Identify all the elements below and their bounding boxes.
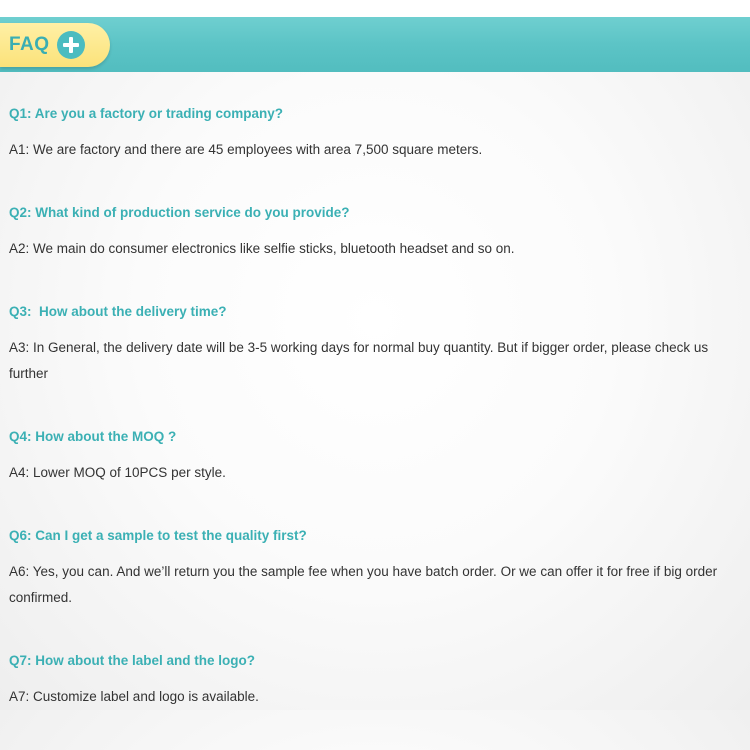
faq-item-q7: [9, 651, 741, 710]
faq-question: Q2: What kind of production service do you provide?: [9, 205, 350, 220]
faq-question: Q6: Can I get a sample to test the quality first?: [9, 528, 307, 543]
faq-item-q1: [9, 104, 741, 163]
faq-answer: A2: We main do consumer electronics like selfie sticks, bluetooth headset and so on.: [9, 241, 515, 256]
faq-answer: A3: In General, the delivery date will be 3-5 working days for normal buy quantity. But if bigger order, please check us further: [9, 340, 709, 381]
faq-answer: A4: Lower MOQ of 10PCS per style.: [9, 465, 226, 480]
faq-item-q6: [9, 526, 741, 611]
faq-title: FAQ: [9, 34, 50, 55]
faq-question: Q7: How about the label and the logo?: [9, 653, 255, 668]
faq-question: Q4: How about the MOQ ?: [9, 429, 177, 444]
faq-item-q4: [9, 427, 741, 486]
top-strip: [0, 0, 750, 17]
faq-item-q2: [9, 203, 741, 262]
faq-question: Q3: How about the delivery time?: [9, 304, 227, 319]
faq-banner: [0, 17, 750, 72]
faq-list: [9, 104, 741, 750]
faq-question: Q1: Are you a factory or trading company?: [9, 106, 284, 121]
faq-answer: A1: We are factory and there are 45 employees with area 7,500 square meters.: [9, 142, 483, 157]
faq-answer: A6: Yes, you can. And we’ll return you the sample fee when you have batch order. Or we can offer it for free if big order confirmed.: [9, 564, 718, 605]
plus-icon[interactable]: [57, 31, 85, 59]
faq-answer: A7: Customize label and logo is available.: [9, 689, 259, 704]
faq-header-tab[interactable]: [0, 23, 110, 67]
faq-item-q3: [9, 302, 741, 387]
